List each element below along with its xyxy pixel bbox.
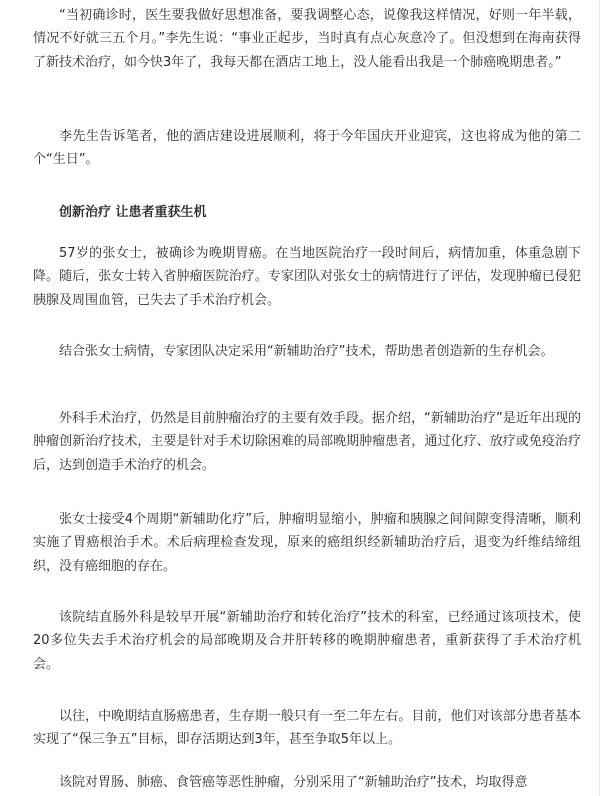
section-heading: 创新治疗 让患者重获生机 xyxy=(59,205,207,220)
paragraph-neoadjuvant-intro: 外科手术治疗，仍然是目前肿瘤治疗的主要有效手段。据介绍，“新辅助治疗”是近年出现的肿瘤创新治疗技术，主要是针对手术切除困难的局部晚期肿瘤患者，通过化疗、放疗或免疫治疗后，达到创造手术治疗的机会。 xyxy=(33,411,581,473)
paragraph-team-decision: 结合张女士病情，专家团队决定采用“新辅助治疗”技术，帮助患者创造新的生存机会。 xyxy=(59,344,554,359)
paragraph-colorectal-dept: 该院结直肠外科是较早开展“新辅助治疗和转化治疗”技术的科室，已经通过该项技术，使20多位失去手术治疗机会的局部晚期及合并肝转移的晚期肿瘤患者，重新获得了手术治疗机会。 xyxy=(33,610,581,672)
paragraph-survival: 以往，中晚期结直肠癌患者，生存期一般只有一至二年左右。目前，他们对该部分患者基本实现了“保三争五”目标，即存活期达到3年，甚至争取5年以上。 xyxy=(33,709,581,748)
paragraph-surgery-result: 张女士接受4个周期“新辅助化疗”后，肿瘤明显缩小，肿瘤和胰腺之间间隙变得清晰，顺利实施了胃癌根治手术。术后病理检查发现，原来的癌组织经新辅助治疗后，退变为纤维结缔组织，没有癌细胞的存在。 xyxy=(33,512,581,574)
article-body xyxy=(6,0,600,796)
paragraph-case-zhang: 57岁的张女士，被确诊为晚期胃癌。在当地医院治疗一段时间后，病情加重，体重急剧下降。随后，张女士转入省肿瘤医院治疗。专家团队对张女士的病情进行了评估，发现肿瘤已侵犯胰腺及周围血管，已失去了手术治疗机会。 xyxy=(33,246,581,308)
paragraph-other-cancers: 该院对胃肠、肺癌、食管癌等恶性肿瘤，分别采用了“新辅助治疗”技术，均取得意 xyxy=(59,775,528,790)
paragraph-hotel-opening: 李先生告诉笔者，他的酒店建设进展顺利，将于今年国庆开业迎宾，这也将成为他的第二个“生日”。 xyxy=(33,129,581,168)
paragraph-patient-quote: “当初确诊时，医生要我做好思想准备，要我调整心态，说像我这样情况，好则一年半载，情况不好就三五个月。”李先生说：“事业正起步，当时真有点心灰意冷了。但没想到在海南获得了新技术治疗，如今快3年了，我每天都在酒店工地上，没人能看出我是一个肺癌晚期患者。” xyxy=(33,8,581,70)
